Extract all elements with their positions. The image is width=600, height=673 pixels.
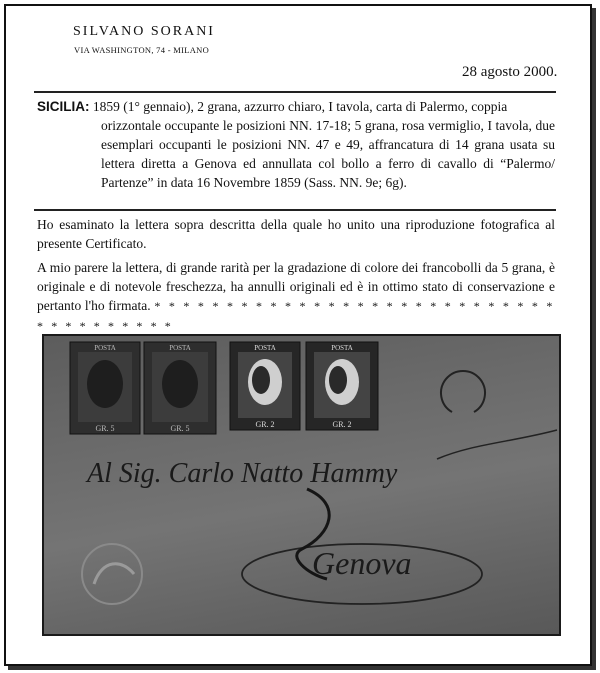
opinion-paragraph bbox=[37, 258, 555, 336]
opinion-text: A mio parere la lettera, di grande rarità per la gradazione di colore dei francobolli da 5 grana, è originale e di notevole freschezza, ha annulli originali ed è in ottimo stato di conservazione e pertanto l'ho firmata. bbox=[37, 260, 555, 313]
stamp-3-value: GR. 2 bbox=[255, 420, 275, 429]
stamp-3 bbox=[230, 342, 300, 430]
letter-illustration bbox=[42, 334, 561, 636]
stamp-1-top: POSTA bbox=[94, 344, 116, 352]
stamp-4 bbox=[306, 342, 378, 430]
examined-paragraph: Ho esaminato la lettera sopra descritta della quale ho unito una riproduzione fotografica al presente Certificato. bbox=[37, 217, 555, 251]
stamp-3-top: POSTA bbox=[254, 344, 276, 352]
letter-photograph bbox=[42, 334, 561, 636]
opinion-stars: * * * * * * * * * * * * * * * * * * * * * * * * * * * * * * * * * * * * * * bbox=[37, 299, 555, 333]
description-label: SICILIA: bbox=[37, 99, 90, 114]
handwritten-address bbox=[85, 430, 557, 604]
company-name: SILVANO SORANI bbox=[73, 24, 215, 39]
divider-middle bbox=[34, 209, 556, 211]
address-line2: Genova bbox=[312, 545, 412, 581]
description-rest: orizzontale occupante le posizioni NN. 17-18; 5 grana, rosa vermiglio, I tavola, due esemplari occupanti le posizioni NN. 47 e 49, affrancatura di 14 grana usata su lettera diretta a Genova ed annullata col bollo a ferro di cavallo di “Palermo/ Partenze” in data 16 Novembre 1859 (Sass. NN. 9e; 6g). bbox=[101, 118, 555, 190]
stamp-4-top: POSTA bbox=[331, 344, 353, 352]
stamp-1-value: GR. 5 bbox=[95, 424, 115, 433]
description-line1: 1859 (1° gennaio), 2 grana, azzurro chiaro, I tavola, carta di Palermo, coppia bbox=[92, 99, 508, 114]
description-paragraph bbox=[37, 97, 555, 192]
stamp-2 bbox=[144, 342, 216, 434]
stamp-4-value: GR. 2 bbox=[332, 420, 352, 429]
certificate-date: 28 agosto 2000. bbox=[462, 64, 558, 80]
address-line1: Al Sig. Carlo Natto Hammy bbox=[87, 458, 398, 489]
stamp-1 bbox=[70, 342, 140, 434]
divider-top bbox=[34, 91, 556, 93]
embossed-seal bbox=[82, 544, 142, 604]
company-address: VIA WASHINGTON, 74 - MILANO bbox=[74, 45, 210, 55]
stamp-2-value: GR. 5 bbox=[170, 424, 190, 433]
stamp-2-top: POSTA bbox=[169, 344, 191, 352]
horseshoe-postmark bbox=[441, 371, 485, 412]
